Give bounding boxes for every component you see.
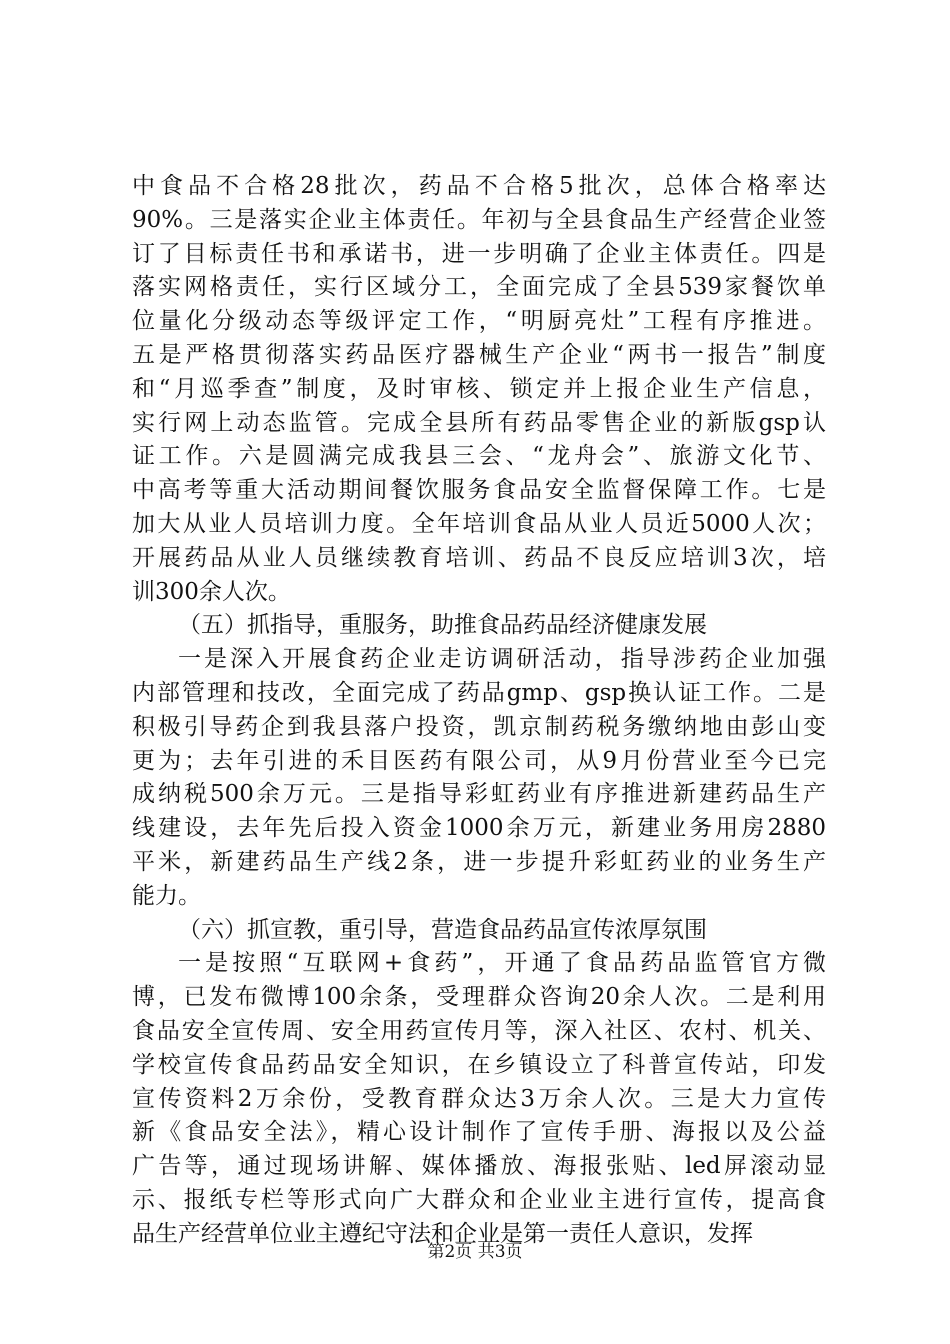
text-line: 线建设，去年先后投入资金1000余万元，新建业务用房2880 bbox=[132, 815, 826, 842]
text-line: 广告等，通过现场讲解、媒体播放、海报张贴、led屏滚动显 bbox=[132, 1153, 826, 1180]
section-heading bbox=[132, 609, 826, 643]
text-line: 宣传资料2万余份，受教育群众达3万余人次。三是大力宣传 bbox=[132, 1085, 826, 1112]
text-line: 证工作。六是圆满完成我县三会、“龙舟会”、旅游文化节、 bbox=[132, 443, 826, 470]
text-line: 开展药品从业人员继续教育培训、药品不良反应培训3次，培 bbox=[132, 544, 826, 571]
text-line: 中食品不合格28批次，药品不合格5批次，总体合格率达 bbox=[132, 173, 826, 199]
text-line: （六）抓宣教，重引导，营造食品药品宣传浓厚氛围 bbox=[178, 916, 707, 943]
paragraph bbox=[132, 643, 826, 913]
text-line: 新《食品安全法》，精心设计制作了宣传手册、海报以及公益 bbox=[132, 1119, 826, 1146]
text-line: 成纳税500余万元。三是指导彩虹药业有序推进新建药品生产 bbox=[132, 781, 826, 808]
text-line: 内部管理和技改，全面完成了药品gmp、gsp换认证工作。二是 bbox=[132, 679, 826, 706]
paragraph bbox=[132, 947, 826, 1251]
text-line: 位量化分级动态等级评定工作，“明厨亮灶”工程有序推进。 bbox=[132, 308, 826, 335]
text-line: 落实网格责任，实行区域分工，全面完成了全县539家餐饮单 bbox=[132, 274, 826, 301]
text-line: 食品安全宣传周、安全用药宣传月等，深入社区、农村、机关、 bbox=[132, 1017, 826, 1044]
paragraph bbox=[132, 170, 826, 609]
text-line: 学校宣传食品药品安全知识，在乡镇设立了科普宣传站，印发 bbox=[132, 1051, 826, 1078]
page-footer: 第2页 共3页 bbox=[427, 1242, 523, 1262]
text-line: （五）抓指导，重服务，助推食品药品经济健康发展 bbox=[178, 612, 707, 639]
section-heading bbox=[132, 914, 826, 948]
text-line: 订了目标责任书和承诺书，进一步明确了企业主体责任。四是 bbox=[132, 240, 826, 267]
text-line: 中高考等重大活动期间餐饮服务食品安全监督保障工作。七是 bbox=[132, 477, 826, 504]
document-body bbox=[132, 170, 826, 1252]
text-line: 平米，新建药品生产线2条，进一步提升彩虹药业的业务生产 bbox=[132, 848, 826, 875]
text-line: 积极引导药企到我县落户投资，凯京制药税务缴纳地由彭山变 bbox=[132, 713, 826, 740]
text-line: 品生产经营单位业主遵纪守法和企业是第一责任人意识，发挥 bbox=[132, 1220, 753, 1247]
text-line: 博，已发布微博100余条，受理群众咨询20余人次。二是利用 bbox=[132, 984, 826, 1011]
text-line: 一是深入开展食药企业走访调研活动，指导涉药企业加强 bbox=[178, 646, 826, 673]
text-line: 五是严格贯彻落实药品医疗器械生产企业“两书一报告”制度 bbox=[132, 341, 826, 368]
text-line: 能力。 bbox=[132, 882, 201, 909]
text-line: 示、报纸专栏等形式向广大群众和企业业主进行宣传，提高食 bbox=[132, 1186, 826, 1213]
text-line: 更为；去年引进的禾目医药有限公司，从9月份营业至今已完 bbox=[132, 747, 826, 774]
text-line: 一是按照“互联网+食药”，开通了食品药品监管官方微 bbox=[178, 950, 826, 977]
text-line: 和“月巡季查”制度，及时审核、锁定并上报企业生产信息， bbox=[132, 375, 826, 402]
text-line: 实行网上动态监管。完成全县所有药品零售企业的新版gsp认 bbox=[132, 409, 826, 436]
text-line: 训300余人次。 bbox=[132, 578, 291, 605]
text-line: 90%。三是落实企业主体责任。年初与全县食品生产经营企业签 bbox=[132, 206, 826, 233]
text-line: 加大从业人员培训力度。全年培训食品从业人员近5000人次； bbox=[132, 510, 826, 537]
